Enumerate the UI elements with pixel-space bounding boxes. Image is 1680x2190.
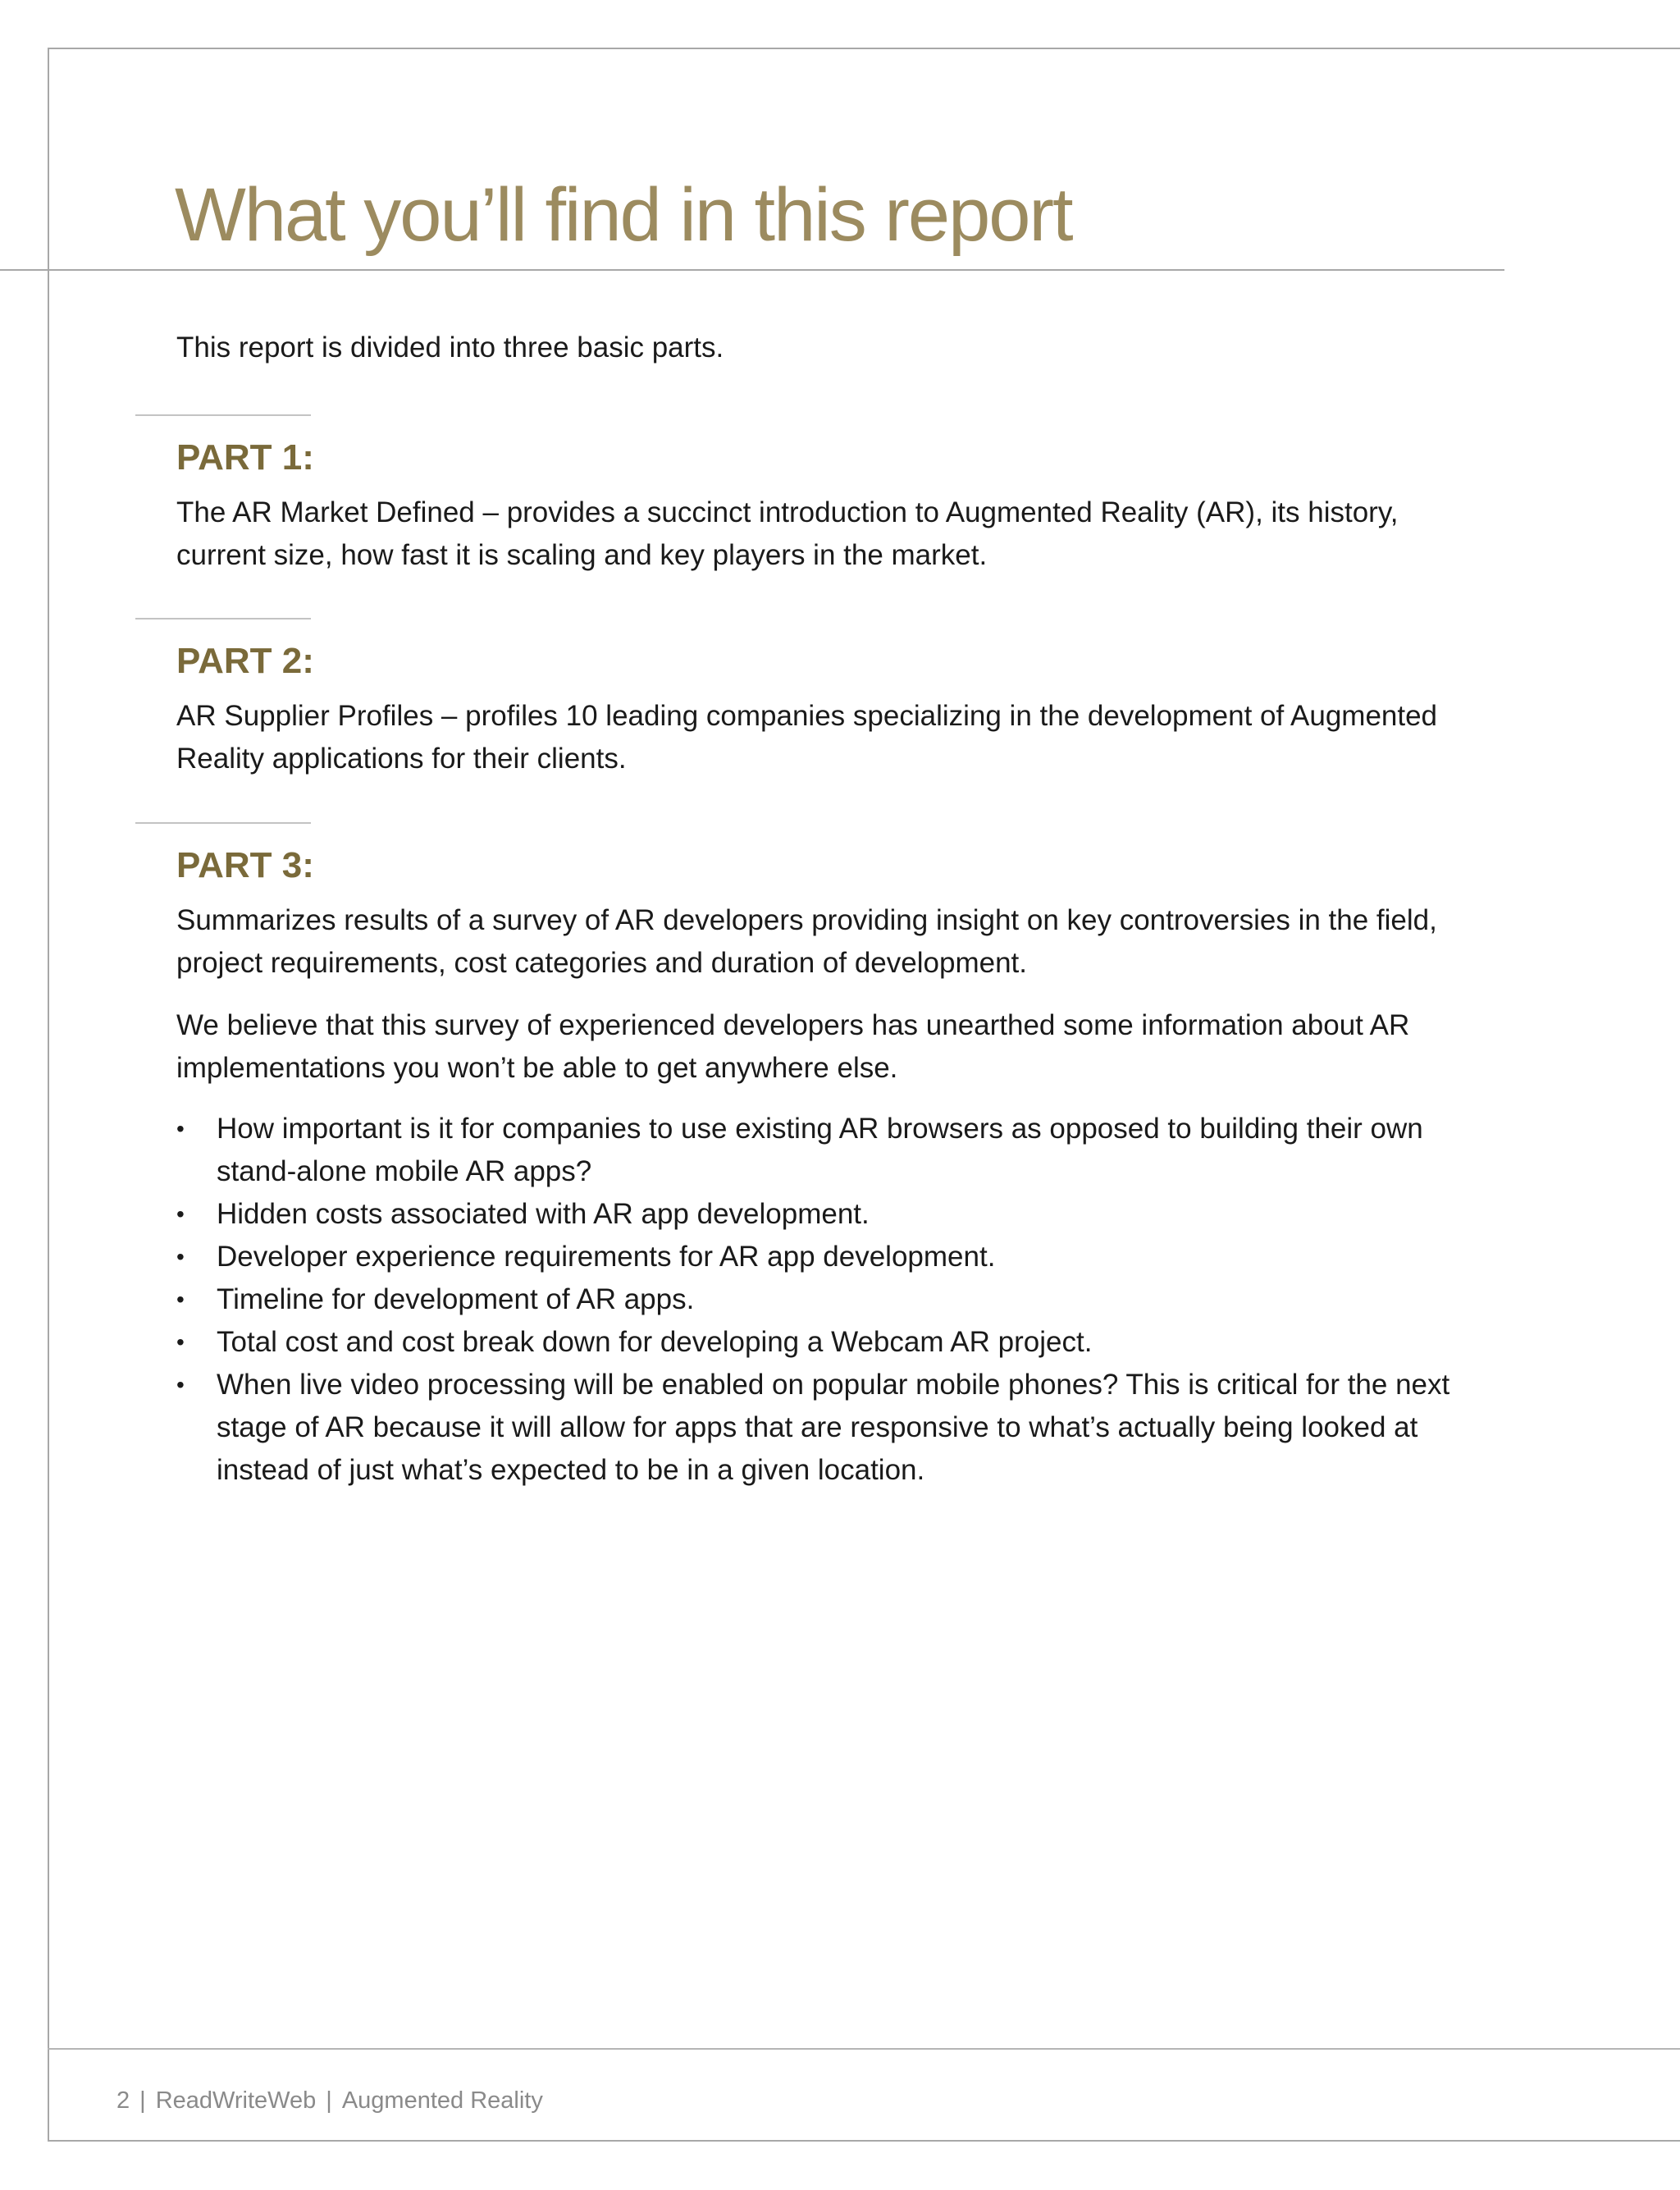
list-item (176, 1321, 1489, 1364)
page-frame-bottom-border (48, 2140, 1680, 2142)
list-item-text: Developer experience requirements for AR app development. (217, 1241, 996, 1273)
survey-topics-list (176, 1108, 1489, 1492)
bullet-icon: • (176, 1372, 185, 1397)
page-number: 2 (116, 2087, 130, 2114)
part-2-heading: PART 2: (176, 641, 314, 681)
bullet-icon: • (176, 1287, 185, 1312)
list-item-text: When live video processing will be enabled on popular mobile phones? This is critical for the next stage of AR because it will allow for apps that are responsive to what’s actually being looked at instead of just what’s expected to be in a given location. (217, 1369, 1450, 1486)
part-3-description: Summarizes results of a survey of AR developers providing insight on key controversies in the field, project requirements, cost categories and duration of development. (176, 904, 1437, 979)
page-frame-top-border (48, 48, 1680, 49)
bullet-icon: • (176, 1329, 185, 1355)
footer-publisher: ReadWriteWeb (155, 2087, 317, 2114)
part-3-heading: PART 3: (176, 845, 314, 885)
bullet-icon: • (176, 1116, 185, 1141)
page-footer (116, 2084, 543, 2117)
list-item-text: How important is it for companies to use existing AR browsers as opposed to building their own stand-alone mobile AR apps? (217, 1113, 1423, 1187)
part-1-divider (135, 414, 311, 416)
part-2-description: AR Supplier Profiles – profiles 10 leading companies specializing in the development of Augmented Reality applications for their clients. (176, 700, 1438, 775)
intro-paragraph: This report is divided into three basic parts. (176, 331, 724, 363)
list-item-text: Timeline for development of AR apps. (217, 1283, 695, 1315)
list-item-text: Total cost and cost break down for developing a Webcam AR project. (217, 1326, 1093, 1358)
bullet-icon: • (176, 1201, 185, 1227)
footer-separator: | (326, 2087, 332, 2114)
page-title: What you’ll find in this report (175, 173, 1072, 257)
part-1-heading: PART 1: (176, 437, 314, 478)
list-item (176, 1236, 1489, 1278)
footer-rule (48, 2048, 1680, 2050)
title-underline-rule (0, 269, 1504, 271)
footer-report-name: Augmented Reality (341, 2087, 543, 2114)
list-item (176, 1108, 1489, 1193)
list-item (176, 1193, 1489, 1236)
survey-summary-paragraph: We believe that this survey of experienced developers has unearthed some information about AR implementations you won’t be able to get anywhere else. (176, 1009, 1410, 1084)
list-item (176, 1278, 1489, 1321)
part-3-divider (135, 822, 311, 824)
part-1-description: The AR Market Defined – provides a succinct introduction to Augmented Reality (AR), its history, current size, how fast it is scaling and key players in the market. (176, 496, 1399, 571)
bullet-icon: • (176, 1244, 185, 1269)
footer-separator: | (139, 2087, 146, 2114)
page-frame-left-border (48, 48, 49, 2142)
list-item-text: Hidden costs associated with AR app development. (217, 1198, 870, 1230)
list-item (176, 1364, 1489, 1492)
part-2-divider (135, 618, 311, 620)
